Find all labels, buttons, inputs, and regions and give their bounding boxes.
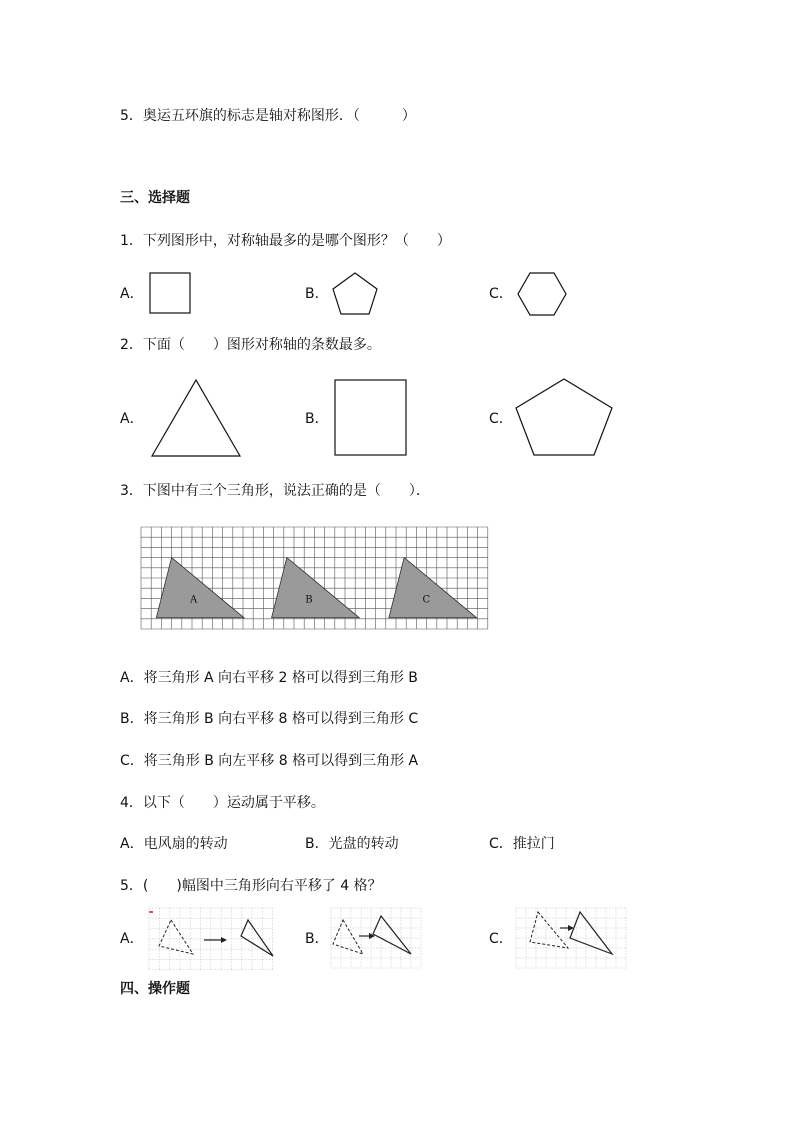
original-triangle [159,920,193,954]
triangle-label-c: C [422,594,431,606]
q5-stem: 5．( )幅图中三角形向右平移了 4 格？ [120,878,382,894]
q4-option-c[interactable]: C．推拉门 [489,836,555,852]
q3-option-b[interactable]: B．将三角形 B 向右平移 8 格可以得到三角形 C [120,711,419,727]
q5-figure-c [516,908,626,968]
grid-lines [149,908,273,970]
triangle-label-a: A [189,594,198,606]
q2-option-a[interactable]: A． [120,411,144,427]
q3-grid-figure [141,527,497,633]
q1-stem: 1．下列图形中，对称轴最多的是哪个图形？（ ） [120,233,451,249]
q4-option-b[interactable]: B．光盘的转动 [305,836,399,852]
q5-option-b[interactable]: B． [305,931,329,947]
q1-option-c[interactable]: C． [489,286,513,302]
q5-option-c[interactable]: C． [489,931,513,947]
q1-option-b[interactable]: B． [305,286,329,302]
q2-option-c[interactable]: C． [489,411,513,427]
q5-figure-a [149,908,275,968]
triangle-c [389,558,477,618]
triangle-b [272,558,360,618]
q5-option-a[interactable]: A． [120,931,144,947]
q2-stem: 2．下面（ ）图形对称轴的条数最多。 [120,337,381,353]
q3-stem: 3．下图中有三个三角形，说法正确的是（ ）． [120,483,430,499]
q5-figure-b [331,908,423,968]
q1-option-a[interactable]: A． [120,286,144,302]
moved-triangle [241,920,273,956]
section-title-operation: 四、操作题 [120,981,190,997]
original-triangle [530,912,568,948]
q4-stem: 4．以下（ ）运动属于平移。 [120,795,325,811]
moved-triangle [570,912,612,954]
square-icon-large [334,379,408,457]
triangle-a [156,558,244,618]
original-triangle [333,920,363,954]
q2-option-b[interactable]: B． [305,411,329,427]
hexagon-icon [518,272,568,318]
grid-lines [331,908,421,968]
q4-option-a[interactable]: A．电风扇的转动 [120,836,228,852]
corner-mark [149,911,153,913]
q3-option-a[interactable]: A．将三角形 A 向右平移 2 格可以得到三角形 B [120,670,418,686]
moved-triangle [373,916,411,954]
arrow-head [221,937,227,943]
q3-option-c[interactable]: C．将三角形 B 向左平移 8 格可以得到三角形 A [120,753,419,769]
triangle-icon [151,379,243,459]
section-title-choice: 三、选择题 [120,190,190,206]
judge-q5: 5．奥运五环旗的标志是轴对称图形．（ ） [120,108,416,124]
square-icon [149,272,193,316]
pentagon-icon [333,272,381,318]
triangle-label-b: B [305,594,313,606]
pentagon-icon-large [516,378,614,458]
